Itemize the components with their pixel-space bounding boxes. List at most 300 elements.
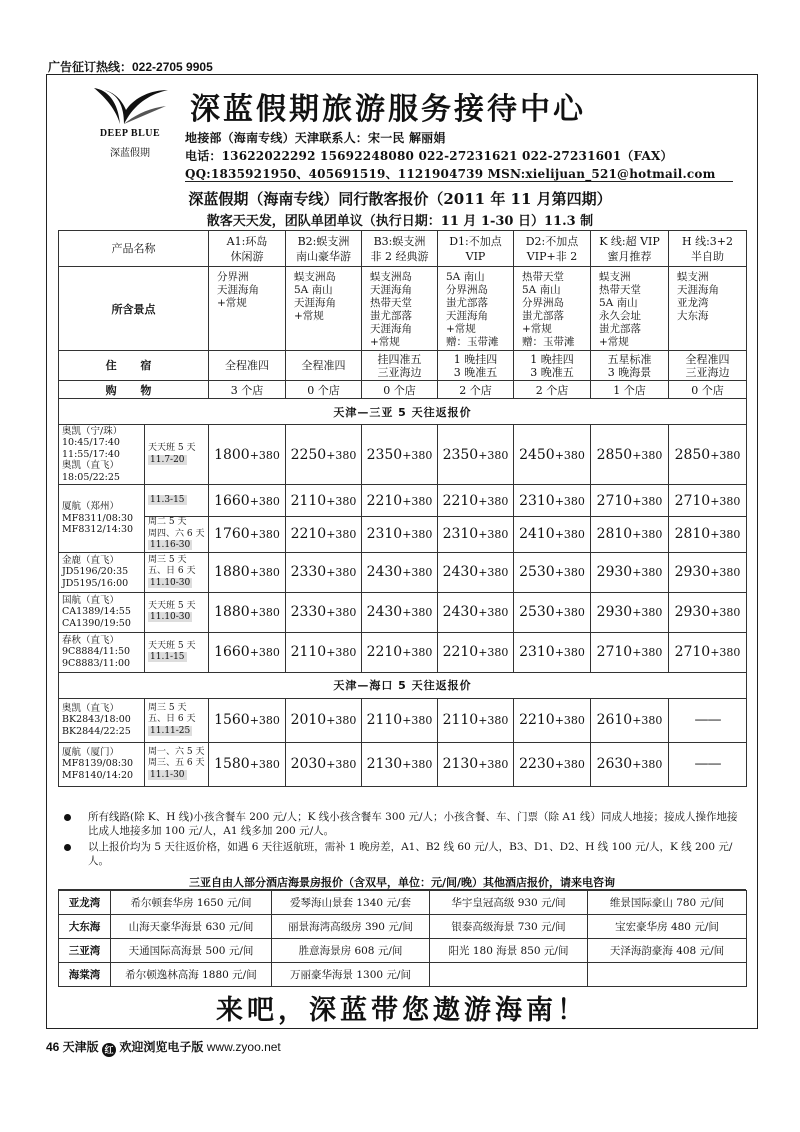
price-value: 2610 <box>596 712 633 728</box>
package-code: A1:环岛 <box>226 234 268 248</box>
spot-name: 热带天堂 <box>522 271 564 283</box>
package-code: B2:蜈支洲 <box>297 234 350 248</box>
price-cell <box>669 552 747 592</box>
spot-name: 赠：玉带滩 <box>522 336 575 348</box>
flight-info: 国航（直飞） <box>62 594 120 606</box>
valid-date: 11.11-25 <box>150 725 191 736</box>
quote-title: 深蓝假期（海南专线）同行散客报价（2011 年 11 月第四期） <box>188 190 612 208</box>
schedule-cell <box>145 742 209 786</box>
package-code: D1:不加点 <box>449 234 502 248</box>
flight-row <box>59 632 747 672</box>
flight-info: 厦航（厦门） <box>62 746 120 758</box>
price-extra: +380 <box>710 448 741 462</box>
price-extra: +380 <box>554 606 585 619</box>
schedule-text: 周二 5 天 <box>148 517 187 527</box>
price-value: 2850 <box>674 446 711 463</box>
schedule-cell <box>145 425 209 485</box>
price-value: 2450 <box>519 446 555 463</box>
price-cell <box>209 552 286 592</box>
price-extra: +380 <box>249 528 280 542</box>
note-item <box>58 810 746 838</box>
stay-row <box>59 351 747 381</box>
dash-mark: —— <box>694 712 721 728</box>
schedule-text: 五、日 6 天 <box>148 566 196 577</box>
price-extra: +380 <box>402 566 433 579</box>
flight-info: BK2843/18:00 <box>62 714 131 726</box>
package-name-cell <box>669 231 747 267</box>
price-value: 2930 <box>674 564 711 580</box>
price-extra: +380 <box>710 606 741 619</box>
spot-name: 分界洲岛 <box>522 297 564 309</box>
price-cell <box>209 742 286 786</box>
flight-info: MF8312/14:30 <box>62 524 134 535</box>
price-cell <box>362 517 438 553</box>
price-value: 2430 <box>366 604 403 620</box>
package-title: 休闲游 <box>230 249 264 263</box>
price-extra: +380 <box>249 494 280 508</box>
price-extra: +380 <box>554 448 585 462</box>
schedule-cell <box>145 552 209 592</box>
price-cell <box>209 632 286 672</box>
spot-name: 永久会址 <box>599 310 641 322</box>
price-extra: +380 <box>326 714 357 727</box>
spots-cell <box>514 267 591 351</box>
valid-date: 11.3-15 <box>150 494 185 505</box>
price-value: 2310 <box>366 526 403 543</box>
spot-name: 天涯海角 <box>294 297 336 309</box>
hotel-table-title: 三亚自由人部分酒店海景房报价（含双早，单位：元/间/晚）其他酒店报价，请来电咨询 <box>58 874 746 890</box>
price-cell <box>286 485 362 517</box>
price-cell <box>438 632 514 672</box>
price-cell <box>286 742 362 786</box>
price-cell <box>438 552 514 592</box>
price-extra: +380 <box>632 714 663 727</box>
spot-name: 蚩尤部落 <box>446 297 488 309</box>
price-extra: +380 <box>478 566 509 579</box>
price-value: 1760 <box>214 526 250 543</box>
price-cell <box>362 632 438 672</box>
price-extra: +380 <box>326 606 357 619</box>
hotel-price-cell: 天泽海韵豪海 408 元/间 <box>588 939 747 963</box>
price-value: 2930 <box>674 604 711 620</box>
flight-row <box>59 485 747 517</box>
price-extra: +380 <box>402 758 433 771</box>
valid-date: 11.1-15 <box>150 652 185 662</box>
spot-name: 大东海 <box>677 310 709 322</box>
flight-info: 春秋（直飞） <box>62 634 120 646</box>
red-badge-icon: 红 <box>102 1043 116 1057</box>
price-extra: +380 <box>554 646 585 659</box>
price-extra: +380 <box>326 448 357 462</box>
spot-name: 天涯海角 <box>370 323 412 335</box>
flight-info: 奥凯（直飞） <box>62 460 120 472</box>
stay-cell <box>209 351 286 381</box>
schedule-cell <box>145 632 209 672</box>
deep-blue-logo <box>88 84 172 164</box>
section-title: 天津—三亚 5 天往返报价 <box>59 399 747 425</box>
price-cell <box>514 632 591 672</box>
schedule-text: 周三、五 6 天 <box>148 758 205 769</box>
price-value: 2410 <box>519 526 555 543</box>
stay-text: 挂四准五 <box>377 352 422 366</box>
price-value: 2850 <box>596 446 633 463</box>
price-extra: +380 <box>326 494 357 508</box>
shop-cell: 0 个店 <box>669 381 747 399</box>
flight-row <box>59 552 747 592</box>
flight-cell <box>59 485 145 553</box>
package-name-cell <box>286 231 362 267</box>
valid-date: 11.10-30 <box>150 577 191 588</box>
price-cell-empty <box>669 698 747 742</box>
price-value: 2810 <box>596 526 633 543</box>
flight-info: CA1389/14:55 <box>62 606 131 618</box>
spots-cell <box>438 267 514 351</box>
price-value: 1880 <box>214 564 250 580</box>
spot-name: 亚龙湾 <box>677 297 709 309</box>
flight-info: 11:55/17:40 <box>62 448 120 460</box>
price-cell <box>591 698 669 742</box>
price-value: 2530 <box>519 604 555 620</box>
valid-date: 11.1-30 <box>150 769 185 780</box>
shop-cell: 1 个店 <box>591 381 669 399</box>
price-value: 2030 <box>290 756 327 772</box>
price-extra: +380 <box>710 494 741 508</box>
contact-phones: 电话：13622022292 15692248080 022-27231621 022-27231601（FAX） <box>185 149 673 163</box>
price-extra: +380 <box>478 494 509 508</box>
schedule-cell <box>145 698 209 742</box>
price-value: 2110 <box>442 712 479 728</box>
price-value: 2430 <box>366 564 403 580</box>
price-value: 2530 <box>519 564 555 580</box>
price-cell <box>438 698 514 742</box>
price-cell <box>209 517 286 553</box>
flight-info: 奥凯（宁/珠） <box>62 425 123 437</box>
contact-qq-msn: QQ:1835921950、405691519、1121904739 MSN:xielijuan_521@hotmail.com <box>185 167 716 181</box>
price-extra: +380 <box>402 528 433 542</box>
price-cell <box>438 592 514 632</box>
price-value: 2130 <box>442 756 479 772</box>
footer-text: 欢迎浏览电子版 <box>119 1040 204 1054</box>
price-extra: +380 <box>249 758 280 771</box>
price-extra: +380 <box>554 494 585 508</box>
price-value: 2430 <box>442 564 479 580</box>
note-item <box>58 840 746 868</box>
price-cell <box>514 517 591 553</box>
price-extra: +380 <box>632 494 663 508</box>
price-cell <box>362 485 438 517</box>
price-cell <box>591 552 669 592</box>
price-extra: +380 <box>249 448 280 462</box>
spot-name: +常规 <box>446 323 476 335</box>
slogan: 来吧，深蓝带您遨游海南！ <box>216 995 588 1026</box>
flight-info: 18:05/22:25 <box>62 471 120 483</box>
price-extra: +380 <box>326 646 357 659</box>
price-value: 2210 <box>442 644 479 660</box>
flight-row <box>59 592 747 632</box>
shop-label: 购 物 <box>59 381 209 399</box>
stay-text: 三亚海边 <box>685 365 730 379</box>
schedule-text: 周三 5 天 <box>148 702 187 713</box>
section-title: 天津—海口 5 天往返报价 <box>59 672 747 698</box>
spot-name: 分界洲 <box>217 271 249 283</box>
price-extra: +380 <box>710 566 741 579</box>
logo-chinese-text: 深蓝假期 <box>110 148 150 159</box>
shop-cell: 3 个店 <box>209 381 286 399</box>
flight-info: 厦航（郑州） <box>62 501 120 512</box>
price-value: 2330 <box>290 604 327 620</box>
hotel-area: 亚龙湾 <box>59 891 111 915</box>
price-extra: +380 <box>402 448 433 462</box>
package-title: 半自助 <box>691 249 724 263</box>
price-cell <box>591 592 669 632</box>
price-cell <box>362 552 438 592</box>
flight-cell <box>59 698 145 742</box>
price-value: 2710 <box>596 644 633 660</box>
schedule-text: 天天班 5 天 <box>148 600 196 611</box>
schedule-text: 周四、六 6 天 <box>148 528 205 539</box>
price-extra: +380 <box>632 758 663 771</box>
spots-row <box>59 267 747 351</box>
dash-mark: —— <box>694 756 721 772</box>
spot-name: 蜈支洲 <box>599 271 631 283</box>
hotel-price-cell: 希尔顿套华房 1650 元/间 <box>111 891 272 915</box>
price-cell <box>286 698 362 742</box>
section-row <box>59 672 747 698</box>
price-extra: +380 <box>478 714 509 727</box>
spots-cell <box>286 267 362 351</box>
hotel-area: 大东海 <box>59 915 111 939</box>
price-extra: +380 <box>402 494 433 508</box>
flight-info: BK2844/22:25 <box>62 725 131 737</box>
stay-cell <box>514 351 591 381</box>
stay-cell <box>669 351 747 381</box>
price-extra: +380 <box>478 528 509 542</box>
spot-name: 5A 南山 <box>522 284 561 296</box>
price-cell <box>669 517 747 553</box>
schedule-cell <box>145 592 209 632</box>
price-extra: +380 <box>554 566 585 579</box>
price-cell <box>514 742 591 786</box>
note-text: 以上报价均为 5 天往返价格，如遇 6 天往返航班，需补 1 晚房差，A1、B2 线 60 元/人，B3、D1、D2、H 线 100 元/人，K 线 200 元/人。 <box>88 841 733 867</box>
package-title: VIP <box>465 249 486 263</box>
spot-name: +常规 <box>522 323 552 335</box>
price-value: 1660 <box>214 492 250 509</box>
price-value: 2710 <box>596 492 633 509</box>
price-cell <box>209 698 286 742</box>
stay-text: 1 晚挂四 <box>530 352 574 366</box>
hotel-price-cell: 天通国际高海景 500 元/间 <box>111 939 272 963</box>
contact-persons: 地接部（海南专线）天津联系人：宋一民 解丽娟 <box>185 131 446 145</box>
spot-name: 分界洲岛 <box>446 284 488 296</box>
price-value: 2310 <box>519 644 555 660</box>
price-value: 2210 <box>290 526 327 543</box>
price-cell <box>514 552 591 592</box>
price-cell <box>362 592 438 632</box>
price-value: 2810 <box>674 526 711 543</box>
hotel-area: 海棠湾 <box>59 963 111 987</box>
flight-cell <box>59 632 145 672</box>
spot-name: 赠：玉带滩 <box>446 336 499 348</box>
flight-info: MF8139/08:30 <box>62 758 134 770</box>
spot-name: +常规 <box>294 310 324 322</box>
price-value: 1660 <box>214 644 250 660</box>
price-cell <box>438 742 514 786</box>
spots-cell <box>362 267 438 351</box>
stay-cell <box>362 351 438 381</box>
hotel-price-cell: 胜意海景房 608 元/间 <box>272 939 430 963</box>
price-extra: +380 <box>478 448 509 462</box>
package-name-cell <box>591 231 669 267</box>
price-extra: +380 <box>326 528 357 542</box>
price-cell <box>209 592 286 632</box>
hotel-row <box>59 891 747 915</box>
flight-cell <box>59 592 145 632</box>
price-value: 2110 <box>290 644 327 660</box>
hotel-price-cell: 丽景海湾高级房 390 元/间 <box>272 915 430 939</box>
stay-text: 全程准四 <box>685 352 730 366</box>
stay-text: 3 晚海景 <box>607 365 652 379</box>
stay-cell <box>438 351 514 381</box>
flight-info: 10:45/17:40 <box>62 437 120 449</box>
price-cell-empty <box>669 742 747 786</box>
price-value: 2210 <box>442 492 479 509</box>
price-cell <box>286 592 362 632</box>
flight-info: 9C8883/11:00 <box>62 657 131 669</box>
price-extra: +380 <box>632 448 663 462</box>
price-extra: +380 <box>554 528 585 542</box>
notes <box>58 810 746 870</box>
spot-name: 蚩尤部落 <box>522 310 564 322</box>
valid-date: 11.10-30 <box>150 612 191 622</box>
swoosh-logo-icon <box>88 84 172 130</box>
hotel-price-cell: 山海天豪华海景 630 元/间 <box>111 915 272 939</box>
price-value: 2210 <box>366 492 403 509</box>
schedule-text: 周三 5 天 <box>148 554 187 565</box>
price-cell <box>362 425 438 485</box>
spot-name: +常规 <box>217 297 247 309</box>
price-cell <box>209 485 286 517</box>
price-extra: +380 <box>554 714 585 727</box>
price-extra: +380 <box>632 528 663 542</box>
price-value: 2010 <box>290 712 327 728</box>
price-extra: +380 <box>326 566 357 579</box>
package-header-row <box>59 231 747 267</box>
price-value: 2930 <box>596 604 633 620</box>
price-value: 2310 <box>442 526 479 543</box>
hotel-row <box>59 963 747 987</box>
hotel-price-cell: 万丽豪华海景 1300 元/间 <box>272 963 430 987</box>
spot-name: 天涯海角 <box>370 284 412 296</box>
schedule-text: 天天班 5 天 <box>148 443 196 453</box>
hotel-row <box>59 915 747 939</box>
price-cell <box>591 742 669 786</box>
price-value: 2210 <box>519 712 555 728</box>
spot-name: 5A 南山 <box>599 297 638 309</box>
price-cell <box>438 425 514 485</box>
flight-cell <box>59 552 145 592</box>
price-extra: +380 <box>478 758 509 771</box>
price-value: 1580 <box>214 756 250 772</box>
footer <box>46 1038 281 1057</box>
stay-text: 全程准四 <box>301 359 346 372</box>
valid-date: 11.7-20 <box>150 454 185 465</box>
shop-cell: 2 个店 <box>514 381 591 399</box>
price-cell <box>209 425 286 485</box>
package-title: VIP+非 2 <box>526 249 578 263</box>
ad-hotline: 广告征订热线：022-2705 9905 <box>48 60 213 74</box>
spot-name: 蚩尤部落 <box>599 323 641 335</box>
stay-text: 五星标准 <box>607 352 652 366</box>
flight-info: 9C8884/11:50 <box>62 646 131 658</box>
section-row <box>59 399 747 425</box>
package-title: 蜜月推荐 <box>607 249 652 263</box>
flight-cell <box>59 742 145 786</box>
price-cell <box>362 742 438 786</box>
spot-name: 蜈支洲岛 <box>370 271 412 283</box>
hotel-price-cell: 阳光 180 海景 850 元/间 <box>430 939 588 963</box>
hotel-price-cell <box>588 963 747 987</box>
price-extra: +380 <box>249 646 280 659</box>
bullet-icon <box>64 844 71 851</box>
flight-cell <box>59 425 145 485</box>
spots-cell <box>209 267 286 351</box>
package-name-cell <box>209 231 286 267</box>
price-value: 2350 <box>366 446 403 463</box>
flight-info: JD5196/20:35 <box>62 566 129 578</box>
price-cell <box>514 485 591 517</box>
shop-cell: 0 个店 <box>286 381 362 399</box>
price-value: 2630 <box>596 756 633 772</box>
hotel-price-cell: 希尔顿逸林高海 1880 元/间 <box>111 963 272 987</box>
bullet-icon <box>64 814 71 821</box>
package-title: 南山豪华游 <box>296 249 351 263</box>
spot-name: +常规 <box>370 336 400 348</box>
price-cell <box>438 517 514 553</box>
spot-name: 天涯海角 <box>677 284 719 296</box>
price-value: 2110 <box>366 712 403 728</box>
hotel-price-cell: 宝宏豪华房 480 元/间 <box>588 915 747 939</box>
stay-text: 三亚海边 <box>377 365 422 379</box>
spot-name: +常规 <box>599 336 629 348</box>
footer-url[interactable]: www.zyoo.net <box>206 1040 281 1054</box>
note-text: 所有线路(除 K、H 线)小孩含餐车 200 元/人；K 线小孩含餐车 300 元/人；小孩含餐、车、门票（除 A1 线）同成人地接；接成人操作地接比成人地接多加 100 元/人，A1 线多加 200 元/人。 <box>88 811 738 837</box>
schedule-cell <box>145 517 209 553</box>
price-value: 1560 <box>214 712 250 728</box>
price-cell <box>438 485 514 517</box>
stay-cell <box>286 351 362 381</box>
spots-cell <box>669 267 747 351</box>
schedule-cell <box>145 485 209 517</box>
package-name-cell <box>438 231 514 267</box>
price-extra: +380 <box>632 606 663 619</box>
price-value: 2330 <box>290 564 327 580</box>
quote-subtitle: 散客天天发，团队单团单议（执行日期：11 月 1-30 日）11.3 制 <box>206 214 594 229</box>
page-title: 深蓝假期旅游服务接待中心 <box>190 92 586 127</box>
price-cell <box>669 425 747 485</box>
price-extra: +380 <box>402 606 433 619</box>
price-cell <box>286 517 362 553</box>
flight-row <box>59 425 747 485</box>
price-value: 2710 <box>674 492 711 509</box>
package-code: B3:蜈支洲 <box>373 234 426 248</box>
shop-row <box>59 381 747 399</box>
price-extra: +380 <box>478 646 509 659</box>
price-value: 2710 <box>674 644 711 660</box>
flight-row <box>59 742 747 786</box>
spot-name: 热带天堂 <box>599 284 641 296</box>
schedule-text: 天天班 5 天 <box>148 640 196 651</box>
price-extra: +380 <box>402 714 433 727</box>
